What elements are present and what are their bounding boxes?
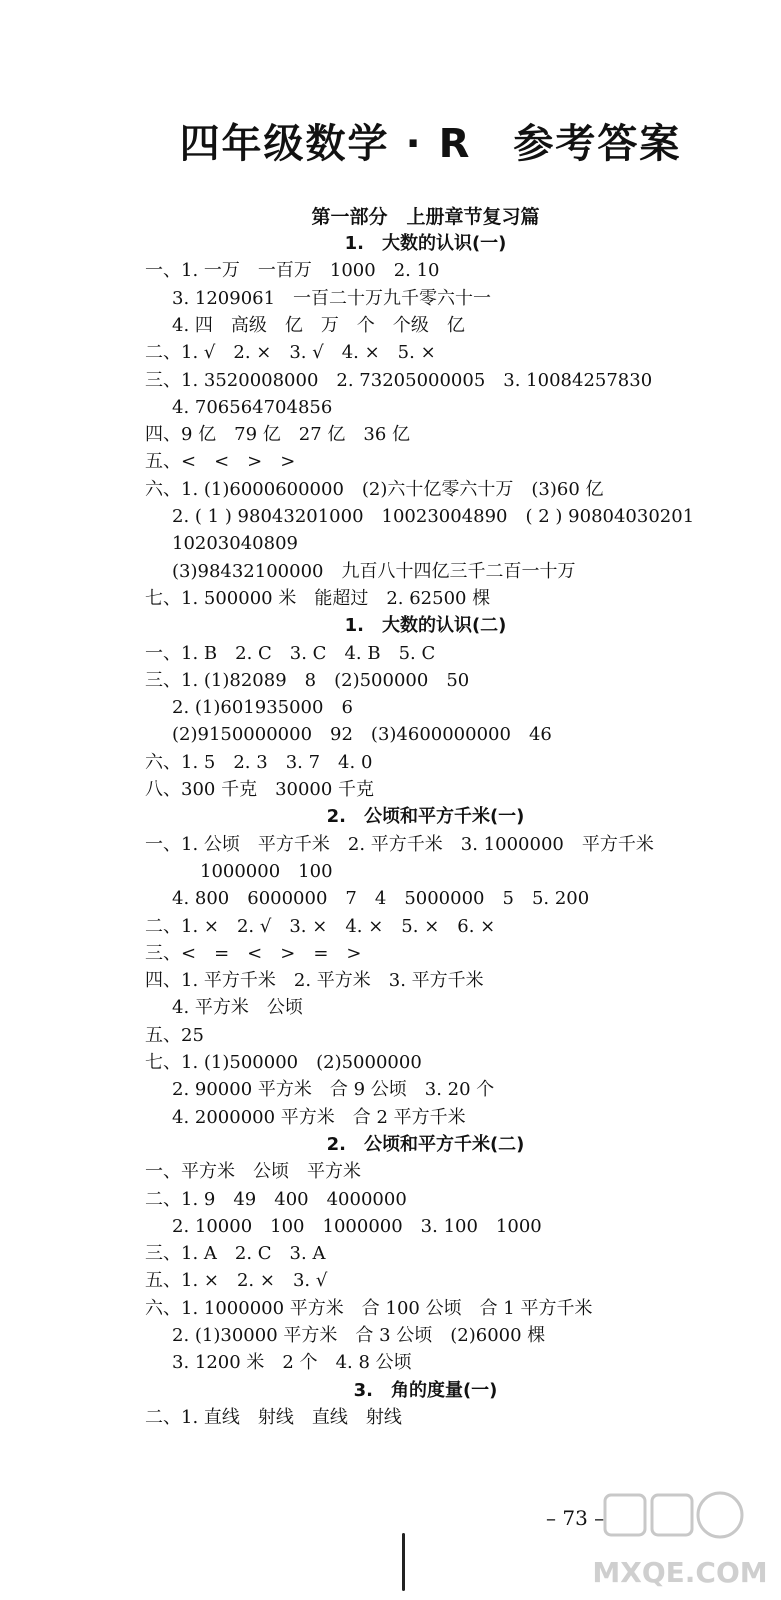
answer-line: 一、平方米 公顷 平方米 <box>145 1161 361 1183</box>
answer-line: 二、1. 9 49 400 4000000 <box>145 1188 407 1210</box>
pen-mark <box>402 1533 405 1591</box>
answer-line: (2)9150000000 92 (3)4600000000 46 <box>172 724 552 746</box>
answer-line: 六、1. 1000000 平方米 合 100 公顷 合 1 平方千米 <box>145 1297 593 1319</box>
answer-line: 三、1. A 2. C 3. A <box>145 1243 326 1265</box>
answer-line: 2. (1)30000 平方米 合 3 公顷 (2)6000 棵 <box>172 1325 546 1346</box>
answer-line: 2. 10000 100 1000000 3. 100 1000 <box>172 1215 542 1237</box>
section-heading: 2. 公顷和平方千米(一) <box>326 806 525 828</box>
answer-line: 4. 800 6000000 7 4 5000000 5 5. 200 <box>172 888 590 910</box>
answer-line: 4. 2000000 平方米 合 2 平方千米 <box>172 1106 466 1128</box>
section-heading: 1. 大数的认识(一) <box>344 233 507 254</box>
section-heading: 1. 大数的认识(二) <box>344 615 507 637</box>
answer-line: 4. 四 高级 亿 万 个 个级 亿 <box>172 314 465 336</box>
answer-line: 三、1. 3520008000 2. 73205000005 3. 10084257830 <box>145 369 653 391</box>
answer-line: 三、1. (1)82089 8 (2)500000 50 <box>145 669 470 691</box>
answer-line: 2. ( 1 ) 98043201000 10023004890 ( 2 ) 90804030201 <box>172 506 695 527</box>
section-heading: 3. 角的度量(一) <box>353 1379 498 1401</box>
answer-line: 10203040809 <box>172 533 298 555</box>
answer-line: 1000000 100 <box>200 860 333 882</box>
answer-line: 一、1. 公顷 平方千米 2. 平方千米 3. 1000000 平方千米 <box>145 833 654 855</box>
answer-line: 六、1. 5 2. 3 3. 7 4. 0 <box>145 751 373 773</box>
answer-line: 五、25 <box>145 1024 204 1046</box>
watermark-logo <box>590 1490 770 1595</box>
answer-line: 二、1. 直线 射线 直线 射线 <box>145 1406 402 1428</box>
answer-line: 三、< = < > = > <box>145 942 362 964</box>
answer-line: 3. 1200 米 2 个 4. 8 公顷 <box>172 1352 412 1374</box>
answer-line: 二、1. × 2. √ 3. × 4. × 5. × 6. × <box>145 915 496 937</box>
answer-line: 3. 1209061 一百二十万九千零六十一 <box>172 287 492 309</box>
answer-line: 4. 706564704856 <box>172 396 333 418</box>
answer-line: 五、1. × 2. × 3. √ <box>145 1270 328 1292</box>
answer-line: 八、300 千克 30000 千克 <box>145 779 375 800</box>
answer-line: 四、1. 平方千米 2. 平方米 3. 平方千米 <box>145 970 484 992</box>
page-title: 四年级数学 · R 参考答案 <box>179 121 682 167</box>
answer-line: 2. 90000 平方米 合 9 公顷 3. 20 个 <box>172 1079 495 1101</box>
answer-line: 四、9 亿 79 亿 27 亿 36 亿 <box>145 424 411 446</box>
page-number: – 73 – <box>546 1506 605 1530</box>
answer-line: 2. (1)601935000 6 <box>172 697 353 719</box>
answer-line: 六、1. (1)6000600000 (2)六十亿零六十万 (3)60 亿 <box>145 478 604 500</box>
answer-line: 七、1. 500000 米 能超过 2. 62500 棵 <box>145 587 491 609</box>
answer-line: 二、1. √ 2. × 3. √ 4. × 5. × <box>145 342 436 364</box>
answer-line: 一、1. 一万 一百万 1000 2. 10 <box>145 260 440 282</box>
watermark-text: MXQE.COM <box>592 1556 768 1589</box>
answer-line: 一、1. B 2. C 3. C 4. B 5. C <box>145 642 436 664</box>
answer-line: 五、< < > > <box>145 451 296 473</box>
answer-line: (3)98432100000 九百八十四亿三千二百一十万 <box>172 560 576 582</box>
answer-line: 4. 平方米 公顷 <box>172 997 303 1019</box>
section-heading: 2. 公顷和平方千米(二) <box>326 1133 525 1155</box>
part-heading: 第一部分 上册章节复习篇 <box>311 206 540 228</box>
answer-line: 七、1. (1)500000 (2)5000000 <box>145 1052 422 1073</box>
